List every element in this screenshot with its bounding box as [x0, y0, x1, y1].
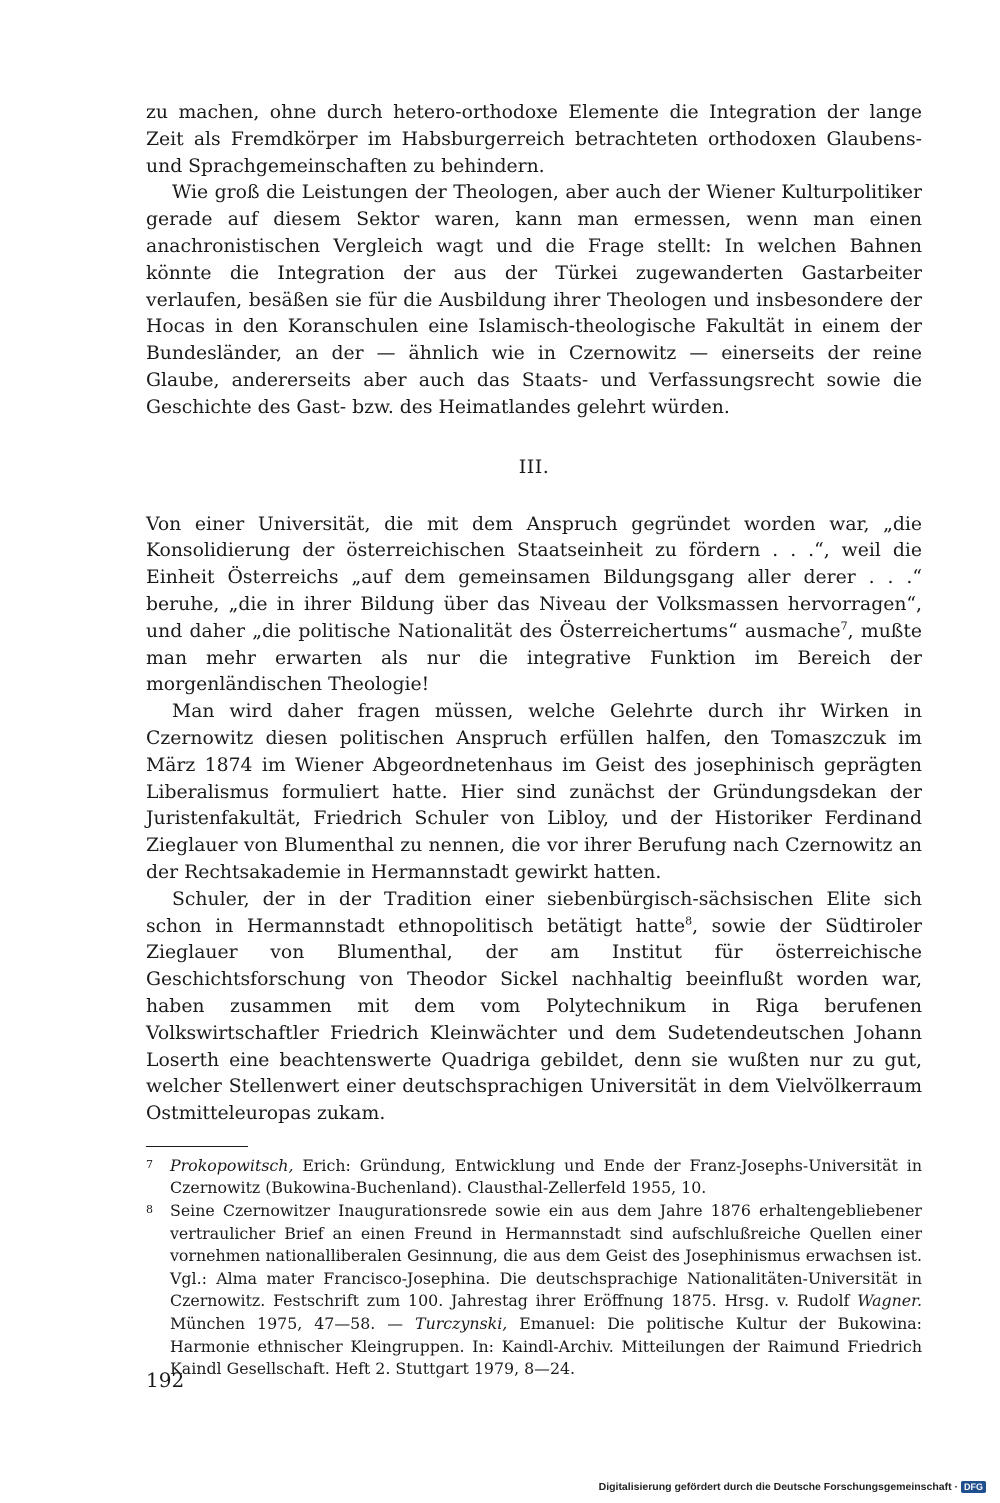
footnote-ref-8: 8: [685, 914, 693, 928]
footnote-8-text: [170, 1200, 922, 1381]
paragraph-2: Wie groß die Leistungen der Theologen, aber auch der Wiener Kulturpolitiker gerade auf diesem Sektor waren, kann man ermessen, wenn man einen anachronistischen Vergleich wagt und die Frage stellt: In welchen Bahnen könnte die Integration der aus der Türkei zugewanderten Gastarbeiter verlaufen, besäßen sie für die Ausbildung ihrer Theologen und insbesondere der Hocas in den Koranschulen eine Islamisch-theologische Fakultät in einem der Bundesländer, an der — ähnlich wie in Czernowitz — einerseits der reine Glaube, andererseits aber auch das Staats- und Verfassungsrecht sowie die Geschichte des Gast- bzw. des Heimatlandes gelehrt würden.: [146, 182, 922, 418]
footnote-divider: [146, 1146, 248, 1147]
digitization-note: [599, 1481, 986, 1493]
footnote-7-author: Prokopowitsch,: [170, 1155, 294, 1175]
page-number: 192: [146, 1368, 185, 1392]
footnote-7-text: [170, 1155, 922, 1200]
page-content: [146, 100, 922, 1381]
paragraph-5-text-b: , sowie der Südtiroler Zieglauer von Blumenthal, der am Institut für österreichische Geschichtsforschung von Theodor Sickel nachhaltig beeinflußt worden war, haben zusammen mit dem vom Polytechnikum in Riga berufenen Volkswirtschaftler Friedrich Kleinwächter und dem Sudetendeutschen Johann Loserth eine beachtenswerte Quadriga gebildet, denn sie wußten nur zu gut, welcher Stellenwert einer deutschsprachigen Universität in dem Vielvölkerraum Ostmitteleuropas zukam.: [146, 915, 922, 1125]
footnote-7-body: Erich: Gründung, Entwicklung und Ende der Franz-Josephs-Universität in Czernowitz (Bukowina-Buchenland). Clausthal-Zellerfeld 1955, 10.: [170, 1155, 922, 1198]
digitization-note-text: Digitalisierung gefördert durch die Deutsche Forschungsgemeinschaft ·: [598, 1481, 958, 1493]
footnote-8-number: 8: [146, 1203, 153, 1217]
paragraph-5: [146, 887, 922, 1128]
paragraph-5-text-a: Schuler, der in der Tradition einer siebenbürgisch-sächsischen Elite sich schon in Hermannstadt ethnopolitisch betätigt hatte: [146, 888, 922, 937]
paragraph-3-text-b: , mußte man mehr erwarten als nur die integrative Funktion im Bereich der morgenländischen Theologie!: [146, 620, 922, 696]
paragraph-3-text-a: Von einer Universität, die mit dem Anspruch gegründet worden war, „die Konsolidierung der österreichischen Staatseinheit zu fördern . . .“, weil die Einheit Österreichs „auf dem gemeinsamen Bildungsgang aller derer . . .“ beruhe, „die in ihrer Bildung über das Niveau der Volksmassen hervorragen“, und daher „die politische Nationalität des Österreichertums“ ausmache: [146, 513, 922, 642]
footnote-8-editor: Wagner.: [857, 1291, 922, 1311]
footnote-8-author: Turczynski,: [415, 1314, 508, 1334]
footnote-8-body-c: Emanuel: Die politische Kultur der Bukowina: Harmonie ethnischer Kleingruppen. In: Kaindl-Archiv. Mitteilungen der Raimund Friedrich Kaindl Gesellschaft. Heft 2. Stuttgart 1979, 8—24.: [170, 1314, 922, 1379]
dfg-logo-icon: DFG: [961, 1481, 986, 1493]
paragraph-4: Man wird daher fragen müssen, welche Gelehrte durch ihr Wirken in Czernowitz diesen politischen Anspruch erfüllen halfen, den Tomaszczuk im März 1874 im Wiener Abgeordnetenhaus im Geist des josephinisch geprägten Liberalismus formuliert hatte. Hier sind zunächst der Gründungsdekan der Juristenfakultät, Friedrich Schuler von Libloy, und der Historiker Ferdinand Zieglauer von Blumenthal zu nennen, die vor ihrer Berufung nach Czernowitz an der Rechtsakademie in Hermannstadt gewirkt hatten.: [146, 701, 922, 883]
footnote-8-body-a: Seine Czernowitzer Inaugurationsrede sowie ein aus dem Jahre 1876 erhaltengebliebener vertraulicher Brief an einen Freund in Hermannstadt sind aufschlußreiche Quellen einer vornehmen nationalliberalen Gesinnung, die aus dem Geist des Josephinismus erwachsen ist. Vgl.: Alma mater Francisco-Josephina. Die deutschsprachige Nationalitäten-Universität in Czernowitz. Festschrift zum 100. Jahrestag ihrer Eröffnung 1875. Hrsg. v. Rudolf: [170, 1201, 922, 1311]
section-heading: III.: [518, 455, 550, 478]
paragraph-1: zu machen, ohne durch hetero-orthodoxe Elemente die Integration der lange Zeit als Fremdkörper im Habsburgerreich betrachteten orthodoxen Glaubens- und Sprachgemeinschaften zu behindern.: [146, 102, 922, 177]
footnote-8-body-b: München 1975, 47—58. —: [170, 1314, 416, 1334]
footnote-ref-7: 7: [840, 619, 848, 633]
footnote-7: [146, 1155, 922, 1200]
footnote-8: [146, 1200, 922, 1381]
footnote-7-number: 7: [146, 1157, 153, 1171]
paragraph-3: [146, 512, 922, 700]
